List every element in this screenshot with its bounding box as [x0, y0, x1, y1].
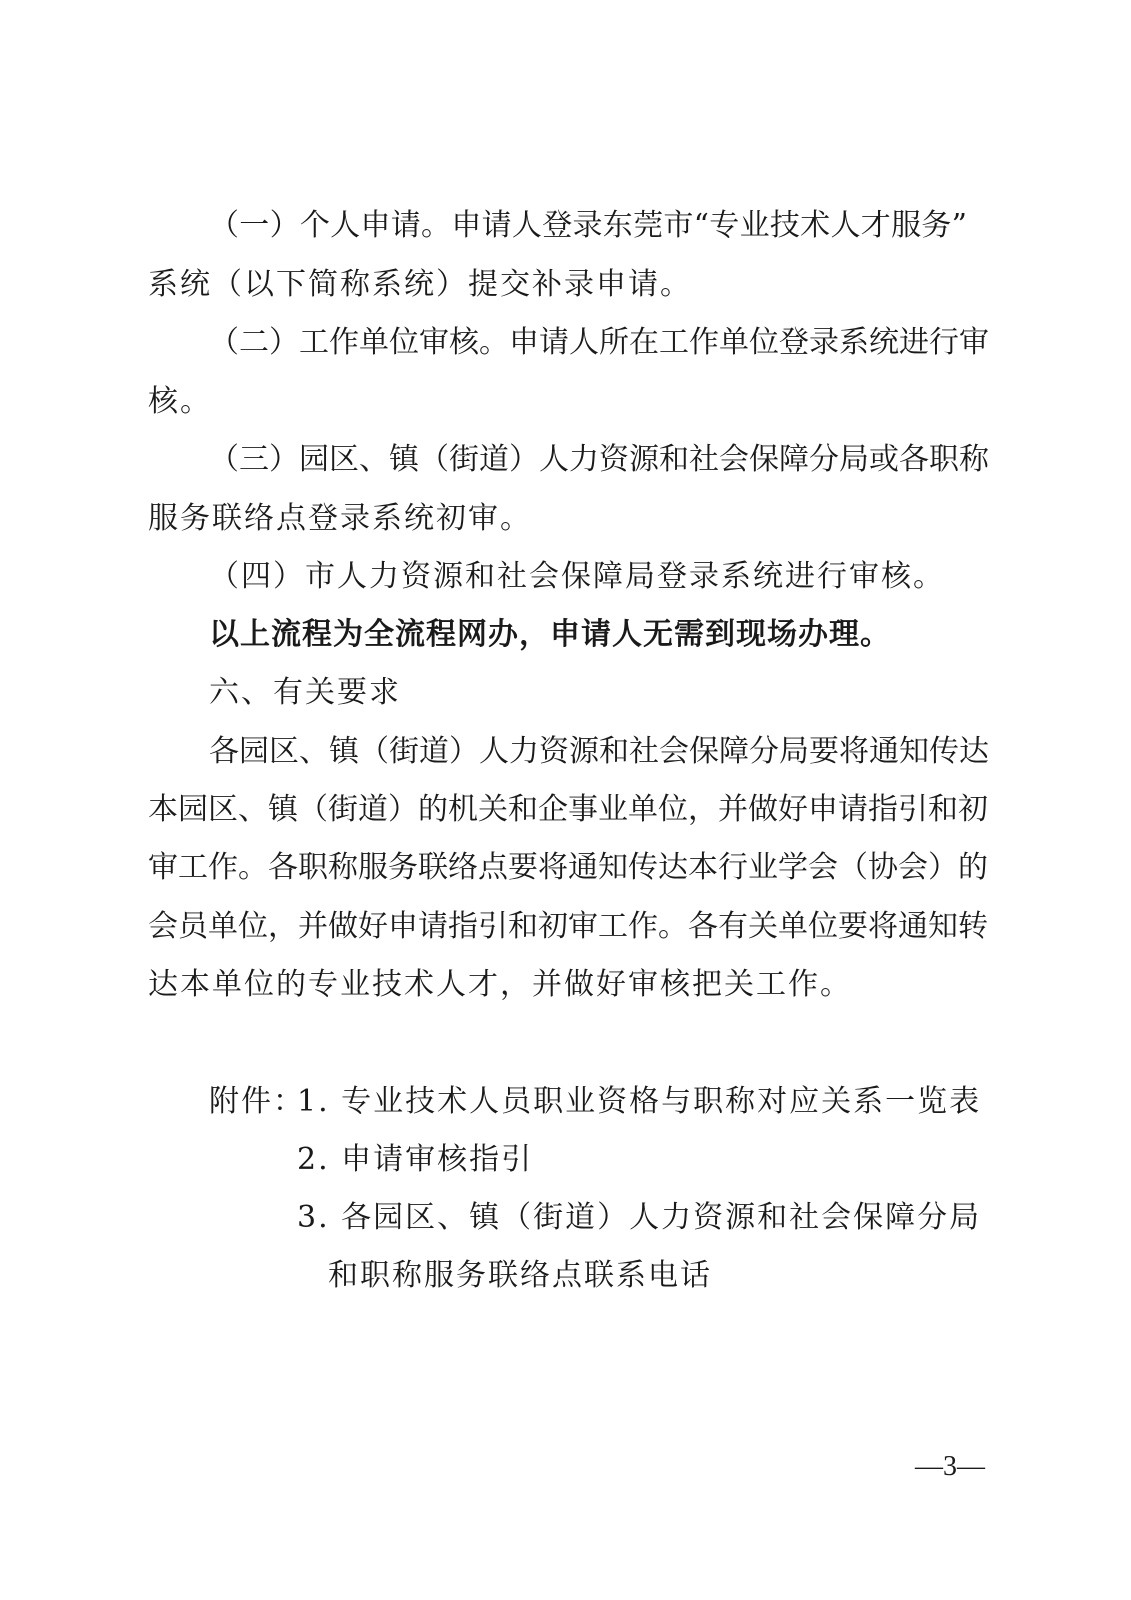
step-2-line-2: 核。	[148, 384, 212, 419]
attachment-item-1: 1. 专业技术人员职业资格与职称对应关系一览表	[297, 1084, 982, 1119]
requirements-line-2: 本园区、镇（街道）的机关和企事业单位，并做好申请指引和初	[148, 792, 988, 827]
step-2-line-1: （二）工作单位审核。申请人所在工作单位登录系统进行审	[209, 325, 989, 360]
step-1-line-1: （一）个人申请。申请人登录东莞市“专业技术人才服务”	[209, 208, 967, 243]
requirements-line-4: 会员单位，并做好申请指引和初审工作。各有关单位要将通知转	[148, 909, 988, 944]
step-1-line-2: 系统（以下简称系统）提交补录申请。	[148, 267, 692, 302]
online-process-note: 以上流程为全流程网办，申请人无需到现场办理。	[209, 617, 891, 652]
page-number: —3—	[915, 1451, 985, 1482]
requirements-line-3: 审工作。各职称服务联络点要将通知传达本行业学会（协会）的	[148, 850, 988, 885]
section-heading-requirements: 六、有关要求	[209, 675, 401, 710]
step-3-line-1: （三）园区、镇（街道）人力资源和社会保障分局或各职称	[209, 442, 989, 477]
attachment-item-3-continued: 和职称服务联络点联系电话	[328, 1258, 712, 1293]
attachment-item-3: 3. 各园区、镇（街道）人力资源和社会保障分局	[297, 1200, 982, 1235]
step-4-line-1: （四）市人力资源和社会保障局登录系统进行审核。	[209, 559, 945, 594]
attachments-label: 附件：	[209, 1084, 305, 1119]
attachment-item-2: 2. 申请审核指引	[297, 1142, 534, 1177]
step-3-line-2: 服务联络点登录系统初审。	[148, 501, 532, 536]
requirements-line-1: 各园区、镇（街道）人力资源和社会保障分局要将通知传达	[209, 734, 989, 769]
requirements-line-5: 达本单位的专业技术人才，并做好审核把关工作。	[148, 967, 852, 1002]
